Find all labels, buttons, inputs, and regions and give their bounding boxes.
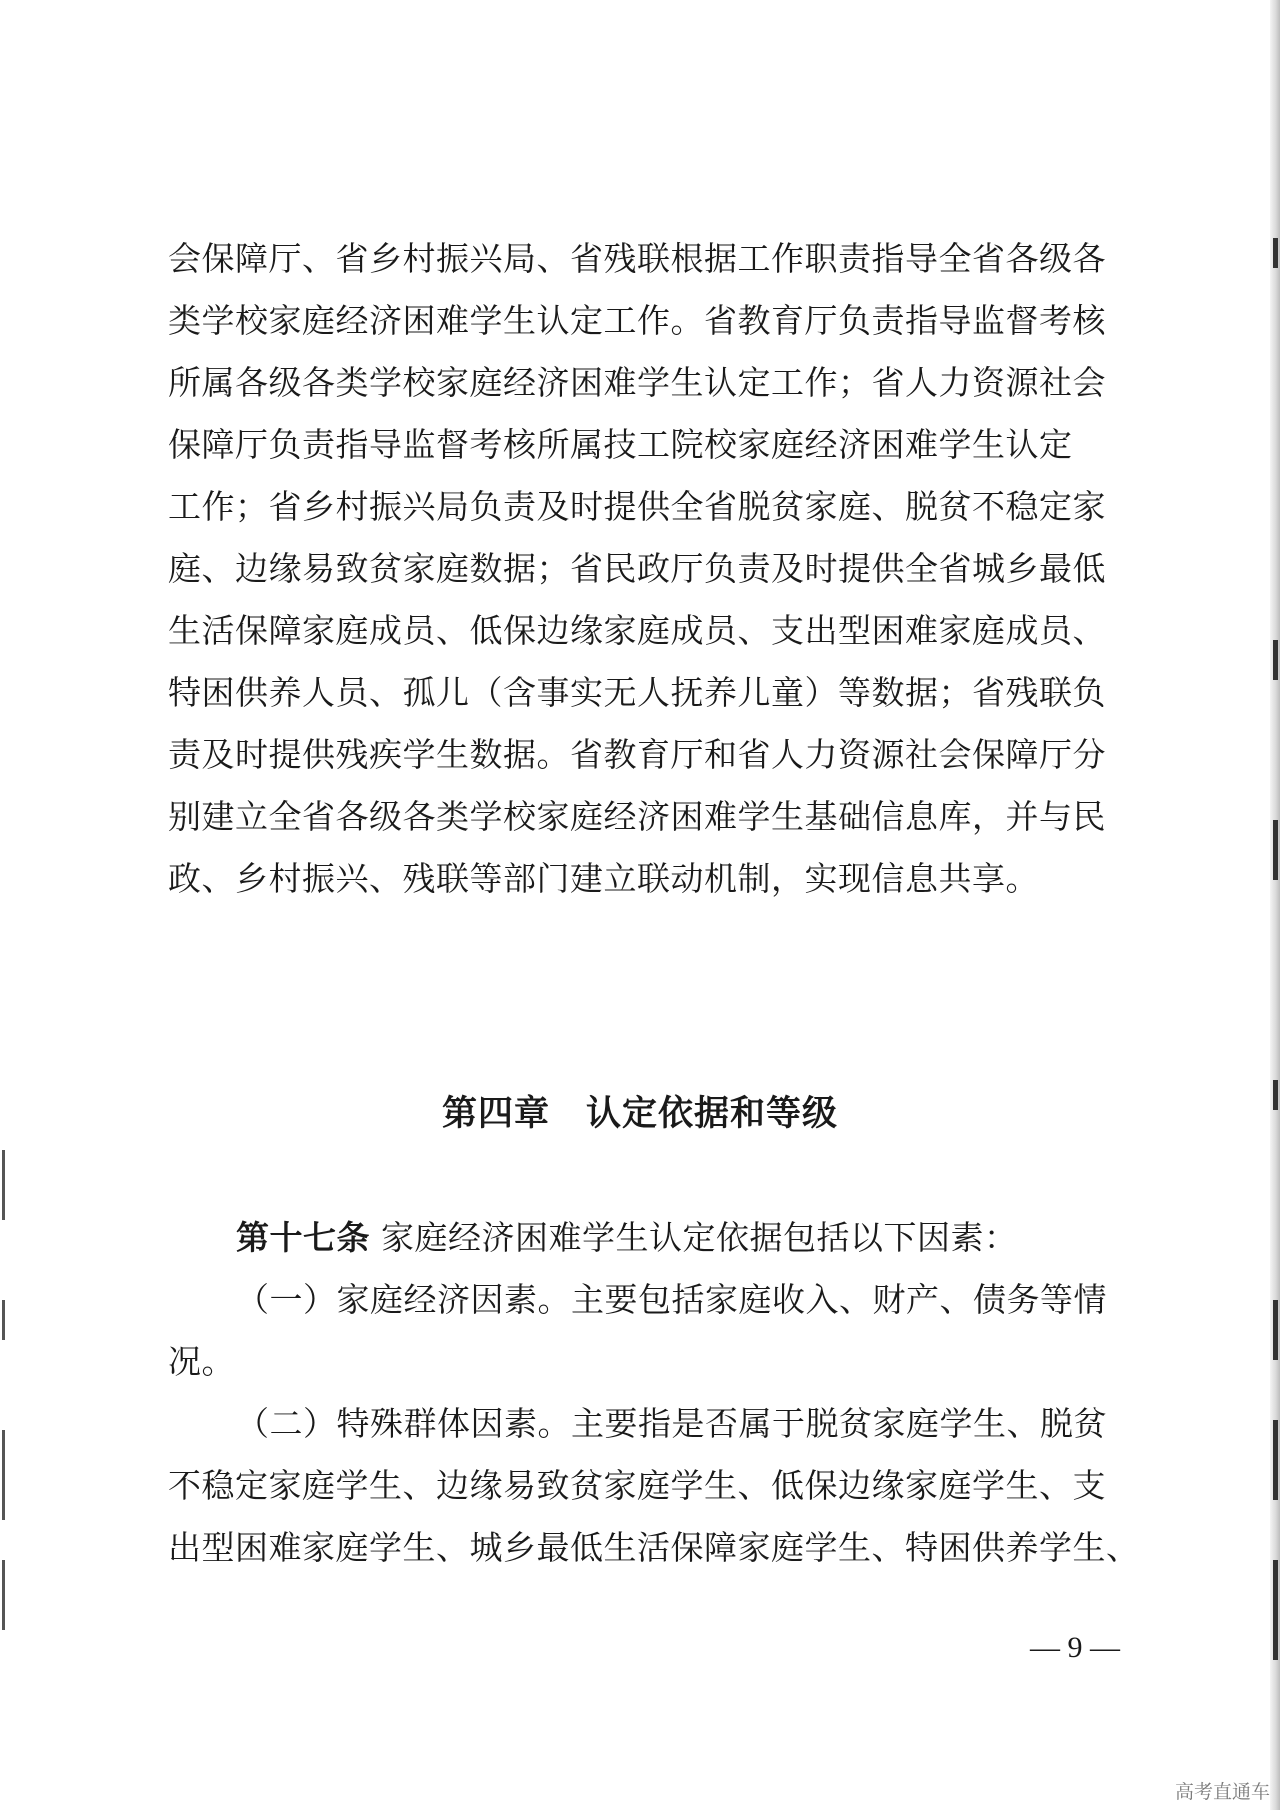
chapter-heading bbox=[0, 1093, 1280, 1135]
scan-mark bbox=[1273, 1560, 1278, 1660]
chapter-number: 第四章 bbox=[441, 1093, 550, 1134]
article-17-intro-line bbox=[236, 1218, 1018, 1258]
text-line: 生活保障家庭成员、低保边缘家庭成员、支出型困难家庭成员、 bbox=[168, 611, 1106, 650]
article-intro: 家庭经济困难学生认定依据包括以下因素： bbox=[381, 1218, 1018, 1257]
scan-mark bbox=[2, 1150, 5, 1220]
item-1-line: 况。 bbox=[168, 1342, 235, 1381]
article-label: 第十七条 bbox=[236, 1218, 370, 1257]
item-2-line: 出型困难家庭学生、城乡最低生活保障家庭学生、特困供养学生、 bbox=[168, 1528, 1140, 1567]
chapter-title: 认定依据和等级 bbox=[586, 1093, 839, 1134]
text-line: 庭、边缘易致贫家庭数据；省民政厅负责及时提供全省城乡最低 bbox=[168, 549, 1106, 588]
item-2-line: （二）特殊群体因素。主要指是否属于脱贫家庭学生、脱贫 bbox=[236, 1404, 1107, 1443]
scan-mark bbox=[1273, 1420, 1278, 1500]
scan-mark bbox=[1273, 640, 1278, 680]
text-line: 责及时提供残疾学生数据。省教育厅和省人力资源社会保障厅分 bbox=[168, 735, 1106, 774]
scan-mark bbox=[1273, 1300, 1278, 1360]
item-2-line: 不稳定家庭学生、边缘易致贫家庭学生、低保边缘家庭学生、支 bbox=[168, 1466, 1106, 1505]
scan-edge bbox=[1270, 0, 1280, 1810]
text-line: 保障厅负责指导监督考核所属技工院校家庭经济困难学生认定 bbox=[168, 425, 1073, 464]
text-line: 类学校家庭经济困难学生认定工作。省教育厅负责指导监督考核 bbox=[168, 301, 1106, 340]
text-line: 政、乡村振兴、残联等部门建立联动机制，实现信息共享。 bbox=[168, 859, 1039, 898]
text-line: 所属各级各类学校家庭经济困难学生认定工作；省人力资源社会 bbox=[168, 363, 1106, 402]
scan-mark bbox=[2, 1430, 5, 1520]
text-line: 会保障厅、省乡村振兴局、省残联根据工作职责指导全省各级各 bbox=[168, 239, 1106, 278]
text-line: 工作；省乡村振兴局负责及时提供全省脱贫家庭、脱贫不稳定家 bbox=[168, 487, 1106, 526]
text-line: 特困供养人员、孤儿（含事实无人抚养儿童）等数据；省残联负 bbox=[168, 673, 1106, 712]
item-1-line: （一）家庭经济因素。主要包括家庭收入、财产、债务等情 bbox=[236, 1280, 1107, 1319]
scan-mark bbox=[1273, 820, 1278, 880]
scan-mark bbox=[2, 1300, 5, 1340]
scan-mark bbox=[1273, 238, 1278, 268]
page-number: — 9 — bbox=[1030, 1631, 1120, 1664]
watermark: 高考直通车 bbox=[1174, 1781, 1270, 1803]
scan-mark bbox=[2, 1560, 5, 1630]
text-line: 别建立全省各级各类学校家庭经济困难学生基础信息库，并与民 bbox=[168, 797, 1106, 836]
